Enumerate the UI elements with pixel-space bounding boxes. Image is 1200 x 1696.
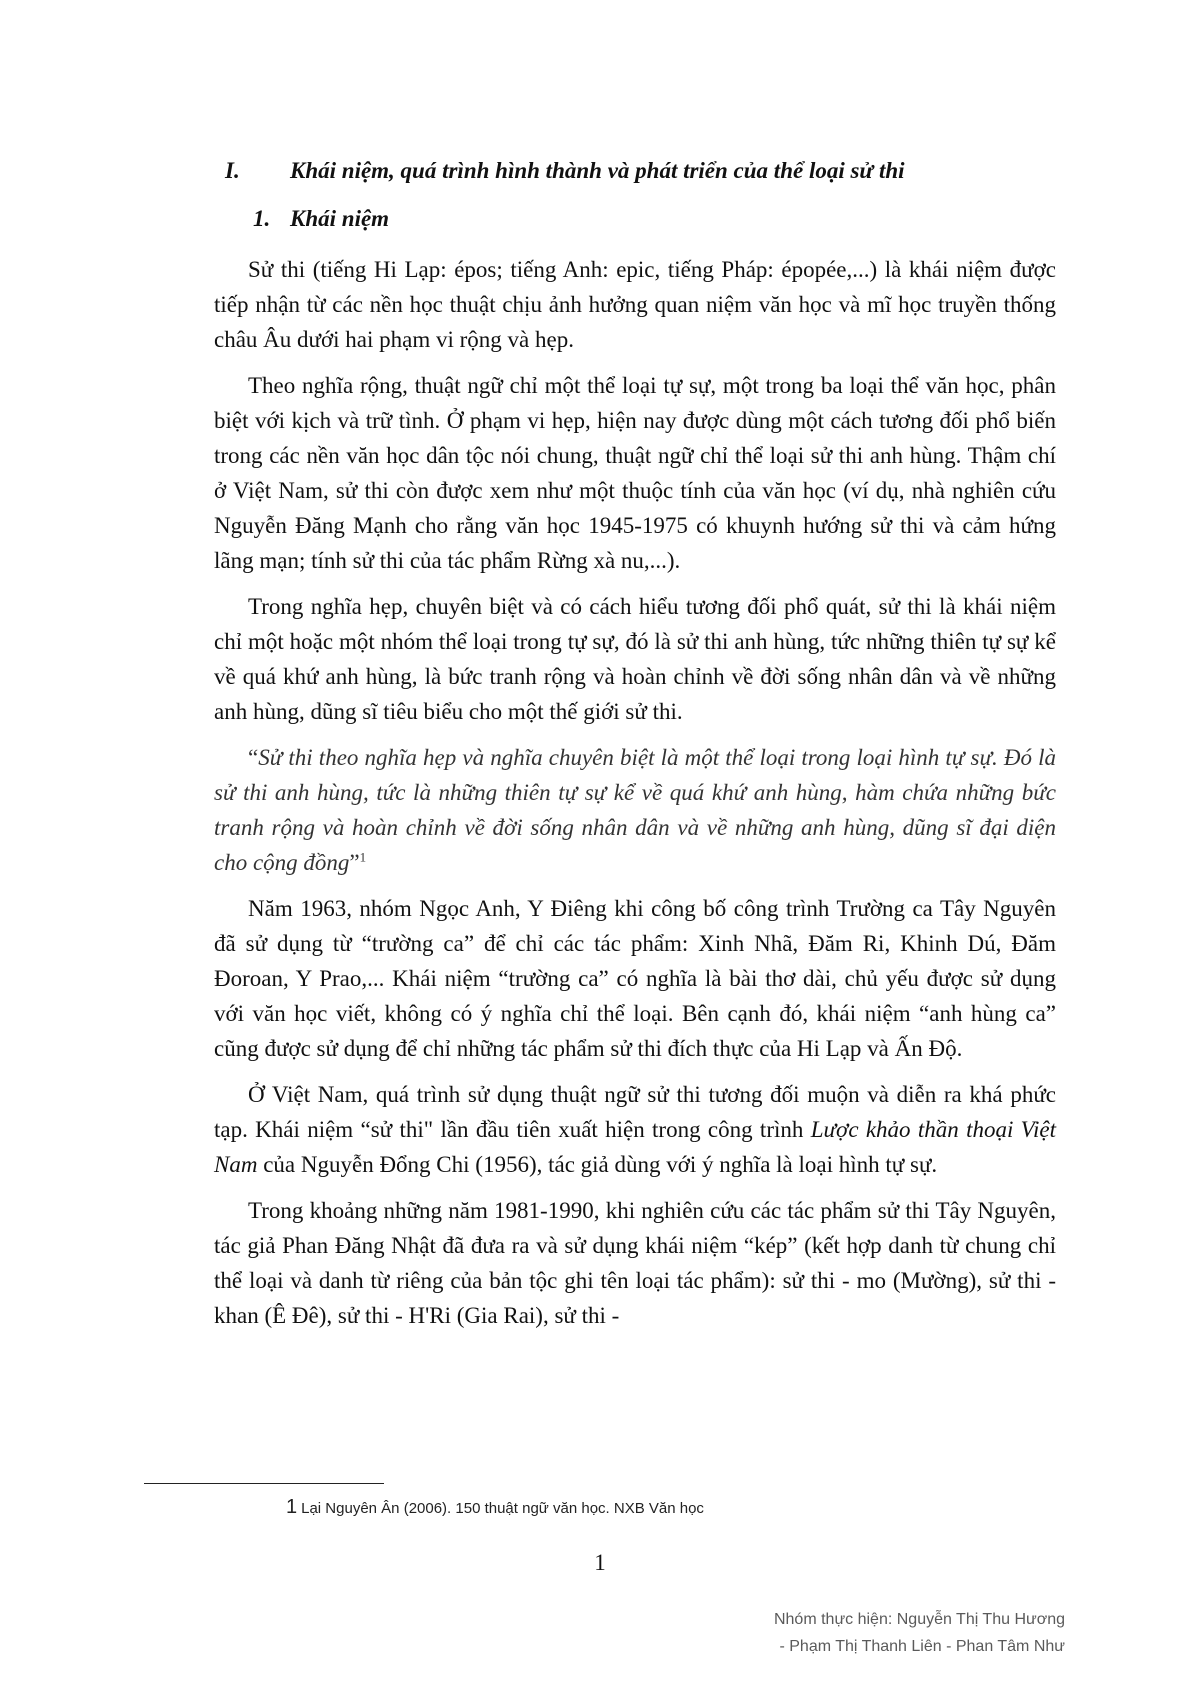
subsection-heading — [253, 206, 389, 232]
quote-paragraph — [214, 740, 1056, 880]
credits-line-1: Nhóm thực hiện: Nguyễn Thị Thu Hương — [773, 1611, 1065, 1628]
paragraph-2: Theo nghĩa rộng, thuật ngữ chỉ một thể loại tự sự, một trong ba loại thể văn học, phân biệt với kịch và trữ tình. Ở phạm vi hẹp, hiện nay được dùng một cách tương đối phổ biến trong các nền văn học dân tộc nói chung, thuật ngữ chỉ thể loại sử thi anh hùng. Thậm chí ở Việt Nam, sử thi còn được xem như một thuộc tính của văn học (ví dụ, nhà nghiên cứu Nguyễn Đăng Mạnh cho rằng văn học 1945-1975 có khuynh hướng sử thi và cảm hứng lãng mạn; tính sử thi của tác phẩm Rừng xà nu,...). — [214, 373, 1056, 573]
paragraph-3: Trong nghĩa hẹp, chuyên biệt và có cách hiểu tương đối phổ quát, sử thi là khái niệm chỉ một hoặc một nhóm thể loại trong tự sự, đó là sử thi anh hùng, tức những thiên tự sự kể về quá khứ anh hùng, là bức tranh rộng và hoàn chỉnh về đời sống nhân dân và về những anh hùng, dũng sĩ tiêu biểu cho một thế giới sử thi. — [214, 594, 1056, 724]
paragraph-1: Sử thi (tiếng Hi Lạp: épos; tiếng Anh: epic, tiếng Pháp: épopée,...) là khái niệm được tiếp nhận từ các nền học thuật chịu ảnh hưởng quan niệm văn học và mĩ học truyền thống châu Âu dưới hai phạm vi rộng và hẹp. — [214, 257, 1056, 352]
paragraph-7: Trong khoảng những năm 1981-1990, khi nghiên cứu các tác phẩm sử thi Tây Nguyên, tác giả Phan Đăng Nhật đã đưa ra và sử dụng khái niệm “kép” (kết hợp danh từ chung chỉ thể loại và danh từ riêng của bản tộc ghi tên loại tác phẩm): sử thi - mo (Mường), sử thi - khan (Ê Đê), sử thi - H'Ri (Gia Rai), sử thi - — [214, 1198, 1056, 1328]
subsection-title: Khái niệm — [290, 206, 390, 231]
footnote-text: Lại Nguyên Ân (2006). 150 thuật ngữ văn học. NXB Văn học — [301, 1500, 704, 1517]
paragraph-6-end: của Nguyễn Đổng Chi (1956), tác giả dùng với ý nghĩa là loại hình tự sự. — [257, 1152, 938, 1177]
footer-credits — [774, 1606, 1065, 1660]
section-heading — [225, 158, 905, 184]
footnote-divider — [144, 1483, 384, 1484]
paragraph-6-start: Ở Việt Nam, quá trình sử dụng thuật ngữ sử thi tương đối muộn và diễn ra khá phức tạp. Khái niệm “sử thi" lần đầu tiên xuất hiện trong công trình — [214, 1082, 1056, 1142]
paragraph-6 — [214, 1077, 1056, 1182]
paragraph-5: Năm 1963, nhóm Ngọc Anh, Y Điêng khi công bố công trình Trường ca Tây Nguyên đã sử dụng từ “trường ca” để chỉ các tác phẩm: Xinh Nhã, Đăm Ri, Khinh Dú, Đăm Đoroan, Y Prao,... Khái niệm “trường ca” có nghĩa là bài thơ dài, chủ yếu được sử dụng với văn học viết, không có ý nghĩa chỉ thể loại. Bên cạnh đó, khái niệm “anh hùng ca” cũng được sử dụng để chỉ những tác phẩm sử thi đích thực của Hi Lạp và Ấn Độ. — [214, 896, 1056, 1061]
section-number: I. — [225, 158, 240, 183]
quote-text: Sử thi theo nghĩa hẹp và nghĩa chuyên biệt là một thể loại trong loại hình tự sự. Đó là sử thi anh hùng, tức là những thiên tự sự kể về quá khứ anh hùng, hàm chứa những bức tranh rộng và hoàn chỉnh về đời sống nhân dân và về những anh hùng, dũng sĩ đại diện cho cộng đồng — [214, 745, 1056, 875]
subsection-number: 1. — [253, 206, 271, 231]
footnote — [286, 1496, 704, 1519]
book-title: Lược khảo thần thoại Việt Nam — [214, 1117, 1057, 1177]
quote-open-mark: “ — [248, 745, 259, 770]
quote-close-mark: ” — [349, 850, 360, 875]
section-title: Khái niệm, quá trình hình thành và phát triển của thể loại sử thi — [290, 158, 905, 183]
page-number: 1 — [594, 1550, 606, 1575]
footnote-reference[interactable]: 1 — [359, 849, 367, 865]
footnote-number: 1 — [286, 1496, 298, 1518]
body-text — [214, 252, 1056, 1344]
credits-line-2: - Phạm Thị Thanh Liên - Phan Tâm Như — [779, 1638, 1065, 1655]
